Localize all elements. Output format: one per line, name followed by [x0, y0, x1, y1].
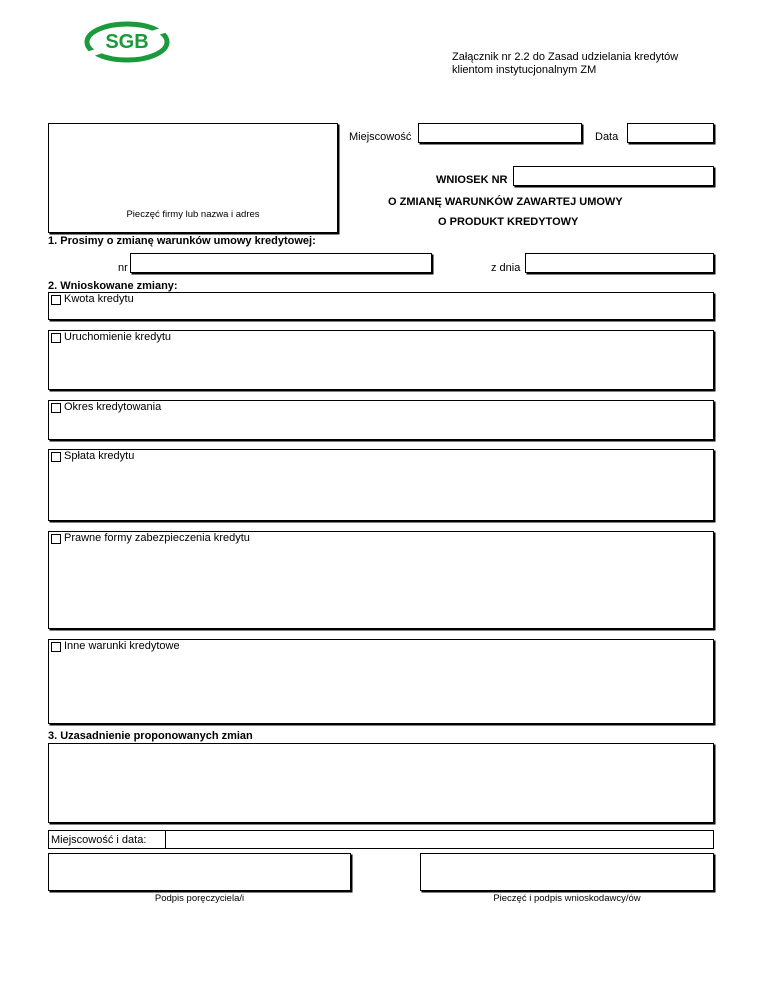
section-3-heading: 3. Uzasadnienie proponowanych zmian: [48, 730, 253, 742]
place-date-field[interactable]: [166, 831, 713, 848]
guarantor-signature-box[interactable]: [48, 853, 351, 891]
request-no-label: WNIOSEK NR: [436, 174, 508, 186]
label-loan-amount: Kwota kredytu: [64, 293, 134, 305]
section-2-heading: 2. Wnioskowane zmiany:: [48, 280, 178, 292]
stamp-caption: Pieczęć firmy lub nazwa i adres: [126, 209, 260, 220]
change-box-loan-amount[interactable]: [48, 292, 714, 320]
title-line-1: O ZMIANĘ WARUNKÓW ZAWARTEJ UMOWY: [388, 196, 623, 208]
applicant-signature-box[interactable]: [420, 853, 714, 891]
contract-date-field[interactable]: [525, 253, 714, 273]
checkbox-repayment[interactable]: [51, 452, 61, 462]
date-label: Data: [595, 131, 619, 143]
place-date-label: Miejscowość i data:: [51, 834, 147, 846]
change-box-collateral[interactable]: [48, 531, 714, 629]
date-field[interactable]: [627, 123, 714, 143]
request-no-field[interactable]: [513, 166, 714, 186]
label-collateral: Prawne formy zabezpieczenia kredytu: [64, 532, 250, 544]
change-box-repayment[interactable]: [48, 449, 714, 521]
logo-text: SGB: [105, 31, 149, 53]
checkbox-loan-amount[interactable]: [51, 295, 61, 305]
section-1-heading: 1. Prosimy o zmianę warunków umowy kredytowej:: [48, 235, 316, 247]
sgb-logo: [84, 20, 170, 64]
annex-line-2: klientom instytucjonalnym ZM: [452, 64, 597, 76]
checkbox-other-terms[interactable]: [51, 642, 61, 652]
label-disbursement: Uruchomienie kredytu: [64, 331, 171, 343]
label-other-terms: Inne warunki kredytowe: [64, 640, 180, 652]
title-line-2: O PRODUKT KREDYTOWY: [438, 216, 579, 228]
contract-nr-field[interactable]: [130, 253, 432, 273]
location-label: Miejscowość: [349, 131, 412, 143]
guarantor-signature-caption: Podpis poręczyciela/i: [154, 893, 245, 904]
justification-box[interactable]: [48, 743, 714, 823]
checkbox-loan-period[interactable]: [51, 403, 61, 413]
contract-nr-label: nr: [118, 262, 128, 274]
checkbox-collateral[interactable]: [51, 534, 61, 544]
checkbox-disbursement[interactable]: [51, 333, 61, 343]
location-field[interactable]: [418, 123, 582, 143]
annex-line-1: Załącznik nr 2.2 do Zasad udzielania kredytów: [452, 51, 679, 63]
contract-date-label: z dnia: [491, 262, 521, 274]
applicant-signature-caption: Pieczęć i podpis wnioskodawcy/ów: [493, 893, 641, 904]
label-repayment: Spłata kredytu: [64, 450, 135, 462]
label-loan-period: Okres kredytowania: [64, 401, 162, 413]
